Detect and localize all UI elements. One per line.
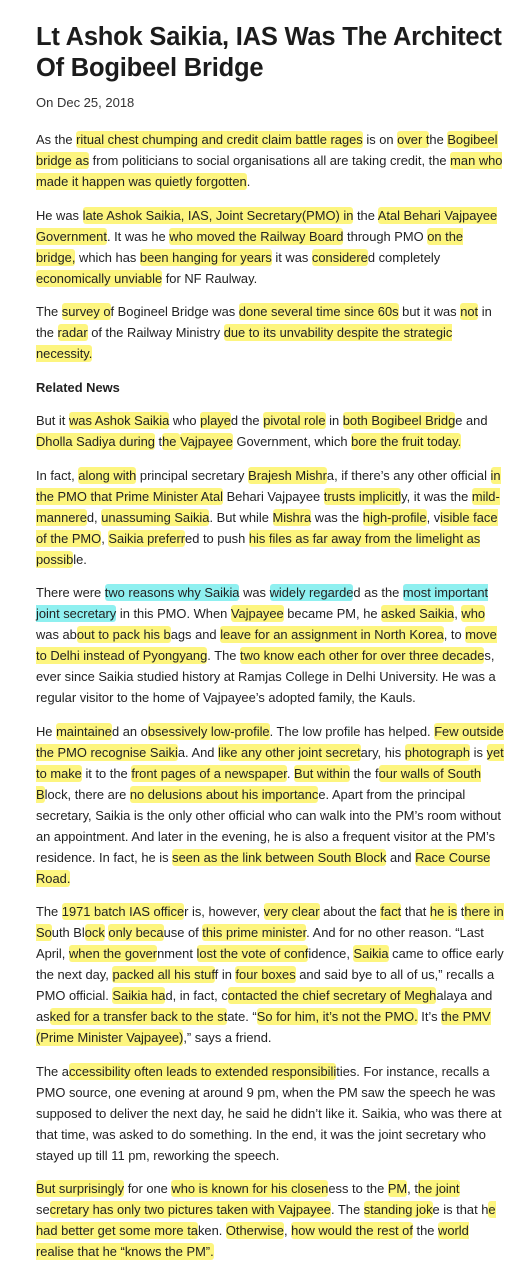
related-news-heading: Related News bbox=[36, 379, 120, 395]
yellow-highlight: when the gover bbox=[68, 946, 158, 961]
yellow-highlight: ontacted the chief secretary of Megh bbox=[227, 988, 437, 1003]
article-paragraph: He was late Ashok Saikia, IAS, Joint Secretary(PMO) in the Atal Behari Vajpayee Government. It was he who moved the Railway Board through PMO on the bridge, which has been hanging for years it was considered completely economically unviable for NF Raulway. bbox=[36, 207, 498, 286]
yellow-highlight: mild-mannere bbox=[36, 488, 500, 525]
yellow-highlight: Saikia preferr bbox=[108, 530, 186, 546]
yellow-highlight: Vajpayee bbox=[180, 434, 233, 449]
yellow-highlight: high-profile bbox=[362, 509, 427, 525]
article-body bbox=[36, 129, 505, 1262]
yellow-highlight: photograph bbox=[404, 744, 471, 760]
yellow-highlight: like any other joint secret bbox=[218, 744, 361, 760]
yellow-highlight: bore the fruit today. bbox=[351, 434, 462, 449]
yellow-highlight: due to its unvability despite the strategic necessity. bbox=[36, 325, 453, 361]
article-paragraph: He maintained an obsessively low-profile. The low profile has helped. Few outside the PMO recognise Saikia. And like any other joint secretary, his photograph is yet to make it to the front pages of a newspaper. But within the four walls of South Block, there are no delusions about his importance. Apart from the principal secretary, Saikia is the only other official who can walk into the PM’s room without an appointment. And later in the evening, he is also a frequent visitor at the PM’s residence. In fact, he is seen as the link between South Block and Race Course Road. bbox=[36, 723, 504, 886]
yellow-highlight: 1971 batch IAS office bbox=[61, 904, 185, 919]
yellow-highlight: ritual chest chumping and credit claim battle rages bbox=[76, 132, 363, 147]
yellow-highlight: ock bbox=[84, 925, 105, 940]
yellow-highlight: no delusions about his importanc bbox=[129, 786, 319, 802]
yellow-highlight: was Ashok Saikia bbox=[68, 413, 170, 428]
yellow-highlight: move to Delhi instead of Pyongyang bbox=[36, 627, 497, 663]
yellow-highlight: who is known for his closen bbox=[171, 1181, 329, 1196]
article-title: Lt Ashok Saikia, IAS Was The Architect Of Bogibeel Bridge bbox=[36, 23, 502, 82]
yellow-highlight: who bbox=[461, 606, 486, 621]
yellow-highlight: Atal Behari Vajpayee Government bbox=[36, 207, 498, 244]
publish-date: On Dec 25, 2018 bbox=[36, 95, 135, 110]
yellow-highlight: Vajpayee bbox=[230, 606, 284, 621]
yellow-highlight: packed all his stuf bbox=[112, 967, 215, 982]
yellow-highlight: Brajesh Mishr bbox=[248, 467, 327, 483]
yellow-highlight: Dholla Sadiya during bbox=[36, 434, 155, 449]
article-paragraph: But it was Ashok Saikia who played the pivotal role in both Bogibeel Bridge and Dholla Sadiya during the Vajpayee Government, which bore the fruit today. bbox=[36, 413, 488, 449]
yellow-highlight: he bbox=[162, 434, 181, 449]
yellow-highlight: standing jok bbox=[363, 1202, 433, 1217]
yellow-highlight: both Bogibeel Bridg bbox=[342, 413, 456, 428]
yellow-highlight: fact bbox=[380, 904, 402, 919]
yellow-highlight: the PMV (Prime Minister Vajpayee) bbox=[36, 1009, 491, 1045]
yellow-highlight: playe bbox=[200, 413, 231, 428]
yellow-highlight: economically unviable bbox=[36, 270, 163, 286]
yellow-highlight: very clear bbox=[263, 904, 320, 919]
yellow-highlight: on the bridge, bbox=[36, 228, 464, 265]
yellow-highlight: out to pack his b bbox=[76, 627, 171, 642]
yellow-highlight: Few outside the PMO recognise Saiki bbox=[36, 723, 504, 760]
yellow-highlight: only beca bbox=[108, 925, 164, 940]
yellow-highlight: isible face of the PMO bbox=[36, 509, 498, 546]
yellow-highlight: along with bbox=[78, 467, 137, 483]
yellow-highlight: But surprisingly bbox=[36, 1181, 125, 1196]
yellow-highlight: lost the vote of conf bbox=[196, 946, 309, 961]
yellow-highlight: not bbox=[460, 304, 479, 319]
yellow-highlight: e had better get some more ta bbox=[36, 1202, 496, 1238]
yellow-highlight: Bogibeel bridge as bbox=[36, 132, 498, 168]
yellow-highlight: radar bbox=[57, 325, 88, 340]
cyan-highlight: widely regarde bbox=[269, 585, 354, 600]
yellow-highlight: this prime minister bbox=[202, 925, 307, 940]
yellow-highlight: seen as the link between South Block bbox=[172, 849, 387, 865]
yellow-highlight: leave for an assignment in North Korea bbox=[220, 627, 444, 642]
yellow-highlight: world realise that he “knows the PM”. bbox=[36, 1223, 469, 1259]
yellow-highlight: four boxes bbox=[235, 967, 296, 982]
yellow-highlight: in the PMO that Prime Minister Atal bbox=[36, 467, 501, 504]
yellow-highlight: unassuming Saikia bbox=[101, 509, 210, 525]
yellow-highlight: asked Saikia bbox=[381, 606, 455, 621]
yellow-highlight: PM bbox=[387, 1181, 408, 1196]
article-paragraph: The accessibility often leads to extended responsibilities. For instance, recalls a PMO source, one evening at around 9 pm, when the PM saw the speech he was supposed to deliver the next day, he said he didn’t like it. Saikia, who was there at that time, was asked to do something. In the end, it was the joint secretary who stayed up till 11 pm, reworking the speech. bbox=[36, 1063, 502, 1163]
yellow-highlight: over t bbox=[397, 132, 430, 147]
yellow-highlight: here in So bbox=[36, 904, 504, 940]
yellow-highlight: Saikia ha bbox=[112, 988, 166, 1003]
yellow-highlight: his files as far away from the limelight as possib bbox=[36, 530, 481, 567]
cyan-highlight: two reasons why Saikia bbox=[104, 585, 240, 600]
yellow-highlight: he is bbox=[429, 904, 458, 919]
yellow-highlight: Saikia bbox=[353, 946, 389, 961]
yellow-highlight: bsessively low-profile bbox=[147, 723, 270, 739]
yellow-highlight: considere bbox=[311, 249, 368, 265]
article-paragraph: As the ritual chest chumping and credit claim battle rages is on over the Bogibeel bridge as from politicians to social organisations all are taking credit, the man who made it happen was quietly forgotten. bbox=[36, 132, 503, 189]
yellow-highlight: our walls of South B bbox=[36, 765, 482, 802]
yellow-highlight: ccessibility often leads to extended responsibili bbox=[68, 1063, 337, 1079]
yellow-highlight: how would the rest of bbox=[291, 1223, 413, 1238]
yellow-highlight: Race Course Road. bbox=[36, 849, 491, 886]
yellow-highlight: ked for a transfer back to the st bbox=[49, 1009, 228, 1024]
yellow-highlight: maintaine bbox=[56, 723, 112, 739]
article-paragraph: There were two reasons why Saikia was widely regarded as the most important joint secretary in this PMO. When Vajpayee became PM, he asked Saikia, who was about to pack his bags and leave for an assignment in North Korea, to move to Delhi instead of Pyongyang. The two know each other for over three decades, ever since Saikia studied history at Ramjas College in Delhi University. He was a regular visitor to the home of Vajpayee’s adopted family, the Kauls. bbox=[36, 585, 497, 705]
yellow-highlight: trusts implicitl bbox=[323, 488, 402, 504]
yellow-highlight: But within bbox=[294, 765, 350, 781]
yellow-highlight: survey o bbox=[61, 304, 111, 319]
article-paragraph: In fact, along with principal secretary Brajesh Mishra, if there’s any other official in the PMO that Prime Minister Atal Behari Vajpayee trusts implicitly, it was the mild-mannered, unassuming Saikia. But while Mishra was the high-profile, visible face of the PMO, Saikia preferred to push his files as far away from the limelight as possible. bbox=[36, 467, 501, 567]
yellow-highlight: who moved the Railway Board bbox=[169, 228, 344, 244]
yellow-highlight: yet to make bbox=[36, 744, 504, 781]
yellow-highlight: So for him, it’s not the PMO. bbox=[256, 1009, 418, 1024]
yellow-highlight: he joint bbox=[417, 1181, 460, 1196]
yellow-highlight: front pages of a newspaper bbox=[131, 765, 287, 781]
article-paragraph: But surprisingly for one who is known for his closeness to the PM, the joint secretary has only two pictures taken with Vajpayee. The standing joke is that he had better get some more taken. Otherwise, how would the rest of the world realise that he “knows the PM”. bbox=[36, 1181, 496, 1259]
yellow-highlight: pivotal role bbox=[263, 413, 326, 428]
cyan-highlight: most important joint secretary bbox=[36, 585, 489, 621]
article-paragraph: The 1971 batch IAS officer is, however, very clear about the fact that he is there in South Block only because of this prime minister. And for no other reason. “Last April, when the government lost the vote of confidence, Saikia came to office early the next day, packed all his stuff in four boxes and said bye to all of us,” recalls a PMO official. Saikia had, in fact, contacted the chief secretary of Meghalaya and asked for a transfer back to the state. “So for him, it’s not the PMO. It’s the PMV (Prime Minister Vajpayee),” says a friend. bbox=[36, 904, 504, 1045]
yellow-highlight: Mishra bbox=[272, 509, 312, 525]
yellow-highlight: late Ashok Saikia, IAS, Joint Secretary(PMO) in bbox=[82, 207, 354, 223]
yellow-highlight: done several time since 60s bbox=[238, 304, 399, 319]
yellow-highlight: man who made it happen was quietly forgotten bbox=[36, 153, 503, 189]
yellow-highlight: been hanging for years bbox=[139, 249, 272, 265]
article-paragraph: The survey of Bogineel Bridge was done several time since 60s but it was not in the radar of the Railway Ministry due to its unvability despite the strategic necessity. bbox=[36, 304, 492, 361]
yellow-highlight: two know each other for over three decade bbox=[240, 648, 485, 663]
yellow-highlight: Otherwise bbox=[225, 1223, 284, 1238]
yellow-highlight: cretary has only two pictures taken with Vajpayee bbox=[49, 1202, 331, 1217]
